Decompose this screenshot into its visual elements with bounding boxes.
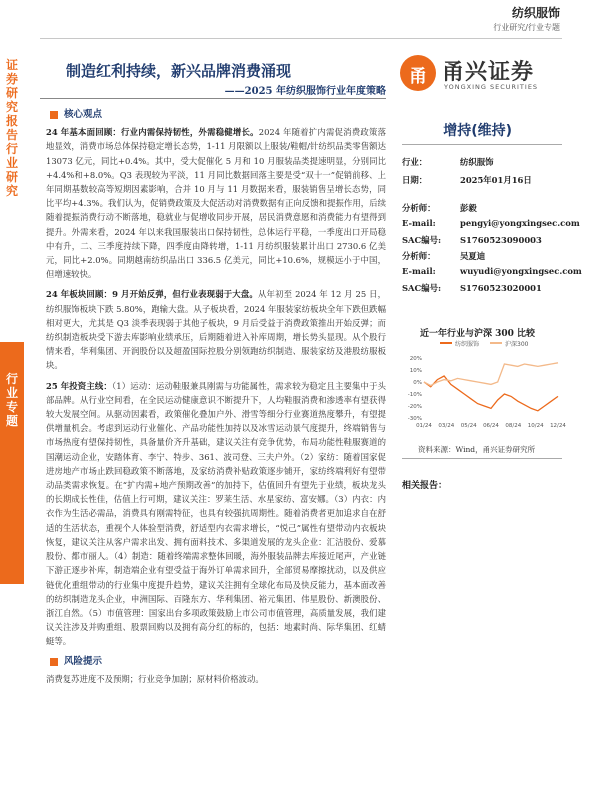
sac-label: SAC编号: — [402, 235, 442, 245]
paragraph-sector-review — [46, 287, 386, 372]
series-line — [424, 363, 558, 386]
logo-mark-text: 甬 — [409, 66, 427, 87]
email1-row — [402, 218, 580, 228]
logo-name-en: YONGXING SECURITIES — [444, 83, 539, 91]
sac2-row — [402, 282, 542, 294]
paragraph-investment — [46, 379, 386, 649]
industry-row — [402, 156, 494, 168]
x-tick-label: 05/24 — [460, 423, 477, 429]
x-tick-label: 03/24 — [438, 423, 455, 429]
y-tick-label: 20% — [409, 356, 422, 362]
paragraph-lead: 25 年投资主线： — [46, 380, 112, 391]
company-logo — [400, 55, 555, 95]
risk-text: 消费复苏进度不及预期；行业竞争加剧；原材料价格波动。 — [46, 673, 264, 684]
rating-badge: 增持(维持) — [443, 123, 512, 139]
analyst-label: 分析师： — [402, 203, 436, 213]
sac-value: S1760523020001 — [460, 283, 542, 293]
date-value: 2025年01月16日 — [460, 175, 532, 185]
header-subcategory: 行业研究/行业专题 — [493, 23, 560, 32]
header-category: 纺织服饰 — [511, 6, 560, 20]
analyst-name: 吴夏迪 — [460, 251, 486, 261]
x-tick-label: 10/24 — [527, 423, 544, 429]
logo-name-cn: 甬兴证券 — [442, 60, 535, 85]
core-views-heading — [46, 108, 386, 122]
analyst-label: 分析师： — [402, 251, 436, 261]
left-sidebar — [0, 44, 24, 800]
logo-mark-icon — [400, 55, 436, 91]
sac-label: SAC编号: — [402, 283, 442, 293]
header-divider — [40, 38, 562, 39]
industry-value: 纺织服饰 — [460, 157, 494, 167]
chart-source: 资料来源：Wind，甬兴证券研究所 — [418, 445, 536, 454]
legend-label: 纺织服饰 — [455, 341, 480, 348]
right-divider-2 — [402, 458, 562, 459]
paragraph-body: 2024 年随着扩内需促消费政策落地显效，消费市场总体保持稳定增长态势，1-11 月限额以上服装/鞋帽/针纺织品类零售额达 13073 亿元，同比+0.4%。其中，受大促催化 5 月和 10 月服装品类提速明显，分别同比+4.4%和+8.0%。Q3 表现较为平淡，11 月同比数据回落主要是受“双十一”促销前移、上年同期基数较高等短期因素影响，合并 10 月与 11 月数据来看，服装销售呈增长态势，同比平均+4.3%。我们认为，促销费政策及大促活动对消费数据有正向反馈和提振作用，后续随着提振消费行动不断落地，稳就业与促增收同步开展，居民消费意愿和消费能力有望得到提升。外需来看，2024 年以来我国服装出口保持韧性，总体运行平稳，一季度出口开局稳中有升，二、三季度持续下降，四季度由降转增，1-11 月纺织服装累计出口 2730.6 亿美元，同比+2.0%。同期越南纺织品出口 336.5 亿美元，同比+10.6%，规模远小于中国，但增速较快。 — [46, 127, 386, 280]
title-divider — [40, 98, 386, 99]
email-label: E-mail: — [402, 266, 436, 276]
paragraph-body: 从年初至 2024 年 12 月 25 日，纺织服饰板块下跌 5.80%，跑输大盘。从子板块看，2024 年服装家纺板块全年下跌但跌幅相对更大，尤其是 Q3 淡季表现弱于其他子板块，9 月后受益于消费政策推出开始反弹；而纺织制造板块受下游去库影响业绩承压，后期随着进入补库周期，增长势头显现。从个股行情来看，华利集团、开润股份以及超盈国际控股分别领跑纺织制造、服装家纺及港股纺服板块。 — [46, 289, 386, 371]
x-tick-label: 06/24 — [483, 423, 499, 429]
square-bullet-icon — [50, 111, 58, 119]
paragraph-lead: 24 年基本面回顾：行业内需保持韧性，外需稳健增长。 — [46, 127, 259, 138]
sidebar-block — [0, 342, 24, 584]
sidebar-report-type: 证券研究报告 行业研究 — [5, 58, 18, 198]
series-line — [424, 376, 558, 411]
related-reports-label: 相关报告： — [402, 481, 448, 491]
sidebar-block-label: 行业专题 — [5, 372, 18, 428]
paragraph-lead: 24 年板块回顾：9 月开始反弹，但行业表现弱于大盘。 — [46, 289, 258, 300]
email-value[interactable]: wuyudi@yongxingsec.com — [460, 266, 582, 276]
analyst1-row — [402, 202, 477, 214]
legend-label: 沪深300 — [505, 341, 529, 348]
report-subtitle: ——2025 年纺织服饰行业年度策略 — [224, 86, 386, 97]
square-bullet-icon — [50, 658, 58, 666]
main-content — [46, 106, 386, 686]
comparison-chart — [402, 338, 566, 433]
risk-heading — [46, 655, 386, 669]
email2-row — [402, 266, 582, 276]
sac1-row — [402, 234, 542, 246]
paragraph-body: （1）运动：运动鞋服兼具刚需与功能属性，需求较为稳定且主要集中于头部品牌。从行业空间看，在全民运动健康意识不断提升下，人均鞋服消费和渗透率有望获得较大发展空间。从驱动因素看，政策催化叠加户外、滑雪等细分行业赛道热度攀升，有望提供增量机会。考虑到运动行业催化、产品功能性加持以及冰雪运动景气度提升，终端销售与市场热度有望保持韧性，具备量价齐升基础，建议关注有竞争优势，布局功能性鞋服赛道的国潮运动企业，安踏体育、李宁、特步、361、波司登、三夫户外。（2）家纺：随着国家促进房地产市场止跌回稳政策不断落地，及家纺消费补贴政策逐步铺开，家纺终端利好有望带动品类需求恢复。在“扩内需+地产预期改善”的加持下，估值回升有望先于业绩，板块龙头的长期成长性佳，估值上行可期，建议关注：罗莱生活、水星家纺、富安娜。（3）内衣：内衣作为生活必需品，消费具有刚需特征，也具有较强抗周期性。随着消费者更加追求自在舒适的生活状态，重视个人体验型消费，舒适型内衣需求增长，“悦己”属性有望带动内衣板块恢复，建议关注从客户需求出发、拥有面料技术、多渠道发展的龙头企业：汇洁股份、爱慕股份、都市丽人。（4）制造：随着终端需求整体回暖，海外服装品牌去库接近尾声，产业链下游正逐步补库，制造端企业有望受益于海外订单需求回升，全部贸易摩擦扰动，以及供应链优化重组带动的行业集中度提升趋势，建议关注拥有全球化布局及快反能力，基本面改善的纺织制造龙头企业，申洲国际、百隆东方、华利集团、裕元集团、伟星股份、新澳股份、浙江自然。（5）市值管理：国家出台多项政策鼓励上市公司市值管理，高质量发展，我们建议关注涉及并购重组、股票回购以及拥有高分红的标的，包括：地素时尚、际华集团、红蜻蜓等。 — [46, 380, 386, 647]
report-title: 制造红利持续，新兴品牌消费涌现 — [66, 62, 292, 80]
analyst2-row — [402, 250, 485, 262]
analyst-name: 彭毅 — [460, 203, 477, 213]
x-tick-label: 12/24 — [550, 423, 566, 429]
y-tick-label: -30% — [407, 416, 422, 422]
y-tick-label: -20% — [407, 404, 422, 410]
email-label: E-mail: — [402, 218, 436, 228]
x-tick-label: 01/24 — [416, 423, 432, 429]
right-divider — [402, 144, 562, 145]
sac-value: S1760523090003 — [460, 235, 542, 245]
date-label: 日期： — [402, 175, 428, 185]
y-tick-label: 10% — [409, 368, 422, 374]
date-row — [402, 174, 532, 186]
paragraph-fundamentals — [46, 125, 386, 281]
core-views-label: 核心观点 — [64, 109, 103, 120]
y-tick-label: 0% — [413, 380, 422, 386]
risk-label: 风险提示 — [64, 655, 103, 667]
email-value[interactable]: pengyi@yongxingsec.com — [460, 218, 580, 228]
x-tick-label: 08/24 — [505, 423, 522, 429]
industry-label: 行业： — [402, 157, 428, 167]
y-tick-label: -10% — [407, 392, 422, 398]
chart-title: 近一年行业与沪深 300 比较 — [420, 329, 536, 339]
